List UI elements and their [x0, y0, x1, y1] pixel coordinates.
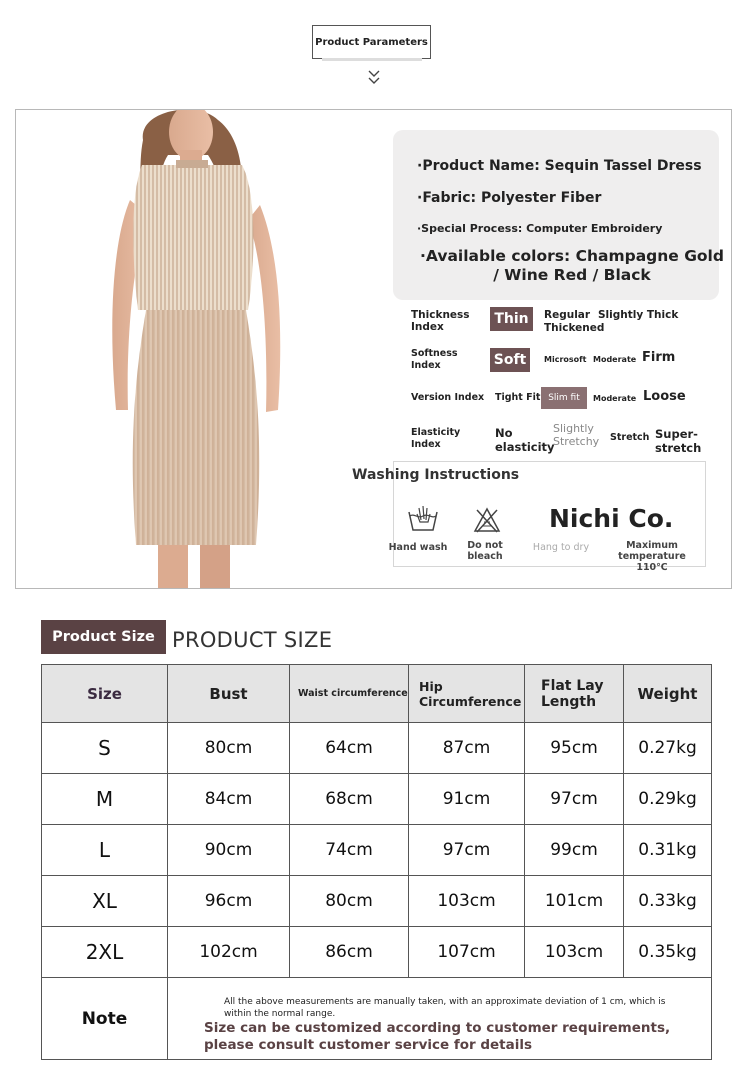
- length-cell: 103cm: [525, 927, 624, 978]
- do-not-bleach-label: Do not bleach: [467, 540, 503, 562]
- elasticity-option-super-stretch: Super-stretch: [655, 427, 702, 455]
- table-row: [42, 927, 712, 978]
- waist-cell: 74cm: [290, 825, 409, 876]
- product-parameters-header: [312, 25, 431, 59]
- length-cell: 97cm: [525, 774, 624, 825]
- note-custom-size-text: Size can be customized according to customer requirements, please consult customer service for details: [204, 1020, 671, 1053]
- thickness-option-regular: Regular: [544, 309, 591, 321]
- do-not-bleach-icon: [472, 506, 502, 534]
- weight-cell: 0.29kg: [624, 774, 712, 825]
- version-option-loose: Loose: [643, 389, 686, 404]
- thickness-option-thickened: Thickened: [544, 322, 605, 334]
- bust-cell: 84cm: [168, 774, 290, 825]
- table-row: [42, 723, 712, 774]
- hip-cell: 87cm: [409, 723, 525, 774]
- length-cell: 95cm: [525, 723, 624, 774]
- product-name: ·Product Name: Sequin Tassel Dress: [417, 158, 702, 174]
- header-waist: Waist circumference: [290, 665, 409, 723]
- softness-option-moderate: Moderate: [593, 355, 637, 364]
- size-cell: L: [42, 825, 168, 876]
- hip-cell: 97cm: [409, 825, 525, 876]
- product-process: ·Special Process: Computer Embroidery: [417, 222, 663, 235]
- size-cell: 2XL: [42, 927, 168, 978]
- elasticity-option-no: No elasticity: [495, 426, 555, 454]
- header-size: Size: [42, 665, 168, 723]
- product-colors: ·Available colors: Champagne Gold / Wine Red / Black: [420, 247, 724, 284]
- waist-cell: 80cm: [290, 876, 409, 927]
- hand-wash-label: Hand wash: [388, 542, 448, 553]
- version-index-label: Version Index: [411, 392, 485, 403]
- length-cell: 101cm: [525, 876, 624, 927]
- softness-option-firm: Firm: [642, 350, 676, 365]
- header-title: Product Parameters: [315, 36, 428, 48]
- product-info-box: [393, 130, 724, 300]
- weight-cell: 0.33kg: [624, 876, 712, 927]
- table-row: [42, 876, 712, 927]
- header-weight: Weight: [624, 665, 712, 723]
- size-cell: S: [42, 723, 168, 774]
- size-chart-table: [41, 664, 712, 1060]
- product-fabric: ·Fabric: Polyester Fiber: [417, 190, 602, 206]
- bust-cell: 90cm: [168, 825, 290, 876]
- hang-to-dry-label: Hang to dry: [532, 542, 590, 553]
- hip-cell: 107cm: [409, 927, 525, 978]
- table-row: [42, 825, 712, 876]
- version-option-moderate: Moderate: [593, 394, 637, 403]
- note-measurement-text: All the above measurements are manually taken, with an approximate deviation of 1 cm, which is within the normal range.: [224, 997, 666, 1019]
- version-option-tight-fit: Tight Fit: [495, 392, 541, 403]
- size-table-header-row: [42, 665, 712, 723]
- header-bust: Bust: [168, 665, 290, 723]
- note-row: [42, 978, 712, 1060]
- header-flat-lay-length: Flat Lay Length: [525, 665, 624, 723]
- bust-cell: 80cm: [168, 723, 290, 774]
- chevron-double-down-icon: [367, 68, 381, 88]
- thickness-index-label: Thickness Index: [411, 309, 470, 333]
- length-cell: 99cm: [525, 825, 624, 876]
- bust-cell: 96cm: [168, 876, 290, 927]
- note-label: Note: [42, 978, 168, 1060]
- version-option-slim-fit: Slim fit: [541, 387, 587, 409]
- header-hip: Hip Circumference: [409, 665, 525, 723]
- washing-instructions-title: Washing Instructions: [352, 467, 520, 483]
- softness-option-soft: Soft: [490, 348, 530, 372]
- thickness-option-slightly-thick: Slightly Thick: [598, 309, 679, 321]
- max-temperature-label: Maximum temperature 110℃: [618, 540, 686, 573]
- hip-cell: 91cm: [409, 774, 525, 825]
- hand-wash-icon: [406, 504, 440, 534]
- waist-cell: 86cm: [290, 927, 409, 978]
- size-cell: XL: [42, 876, 168, 927]
- size-cell: M: [42, 774, 168, 825]
- brand-name: Nichi Co.: [549, 504, 674, 533]
- weight-cell: 0.31kg: [624, 825, 712, 876]
- note-cell: [168, 978, 712, 1060]
- softness-option-microsoft: Microsoft: [544, 355, 587, 364]
- product-size-title: PRODUCT SIZE: [172, 628, 333, 652]
- thickness-option-thin: Thin: [490, 307, 533, 331]
- softness-index-label: Softness Index: [411, 348, 458, 371]
- table-row: [42, 774, 712, 825]
- header-underline: [322, 58, 422, 61]
- weight-cell: 0.35kg: [624, 927, 712, 978]
- dress-model-photo: [88, 110, 318, 588]
- weight-cell: 0.27kg: [624, 723, 712, 774]
- waist-cell: 64cm: [290, 723, 409, 774]
- product-size-badge-text: Product Size: [52, 629, 155, 645]
- elasticity-option-slightly-stretchy: Slightly Stretchy: [553, 422, 600, 448]
- product-size-badge: [41, 620, 166, 654]
- product-parameters-panel: [15, 109, 732, 589]
- elasticity-index-label: Elasticity Index: [411, 427, 461, 450]
- bust-cell: 102cm: [168, 927, 290, 978]
- elasticity-option-stretch: Stretch: [610, 432, 650, 443]
- waist-cell: 68cm: [290, 774, 409, 825]
- hip-cell: 103cm: [409, 876, 525, 927]
